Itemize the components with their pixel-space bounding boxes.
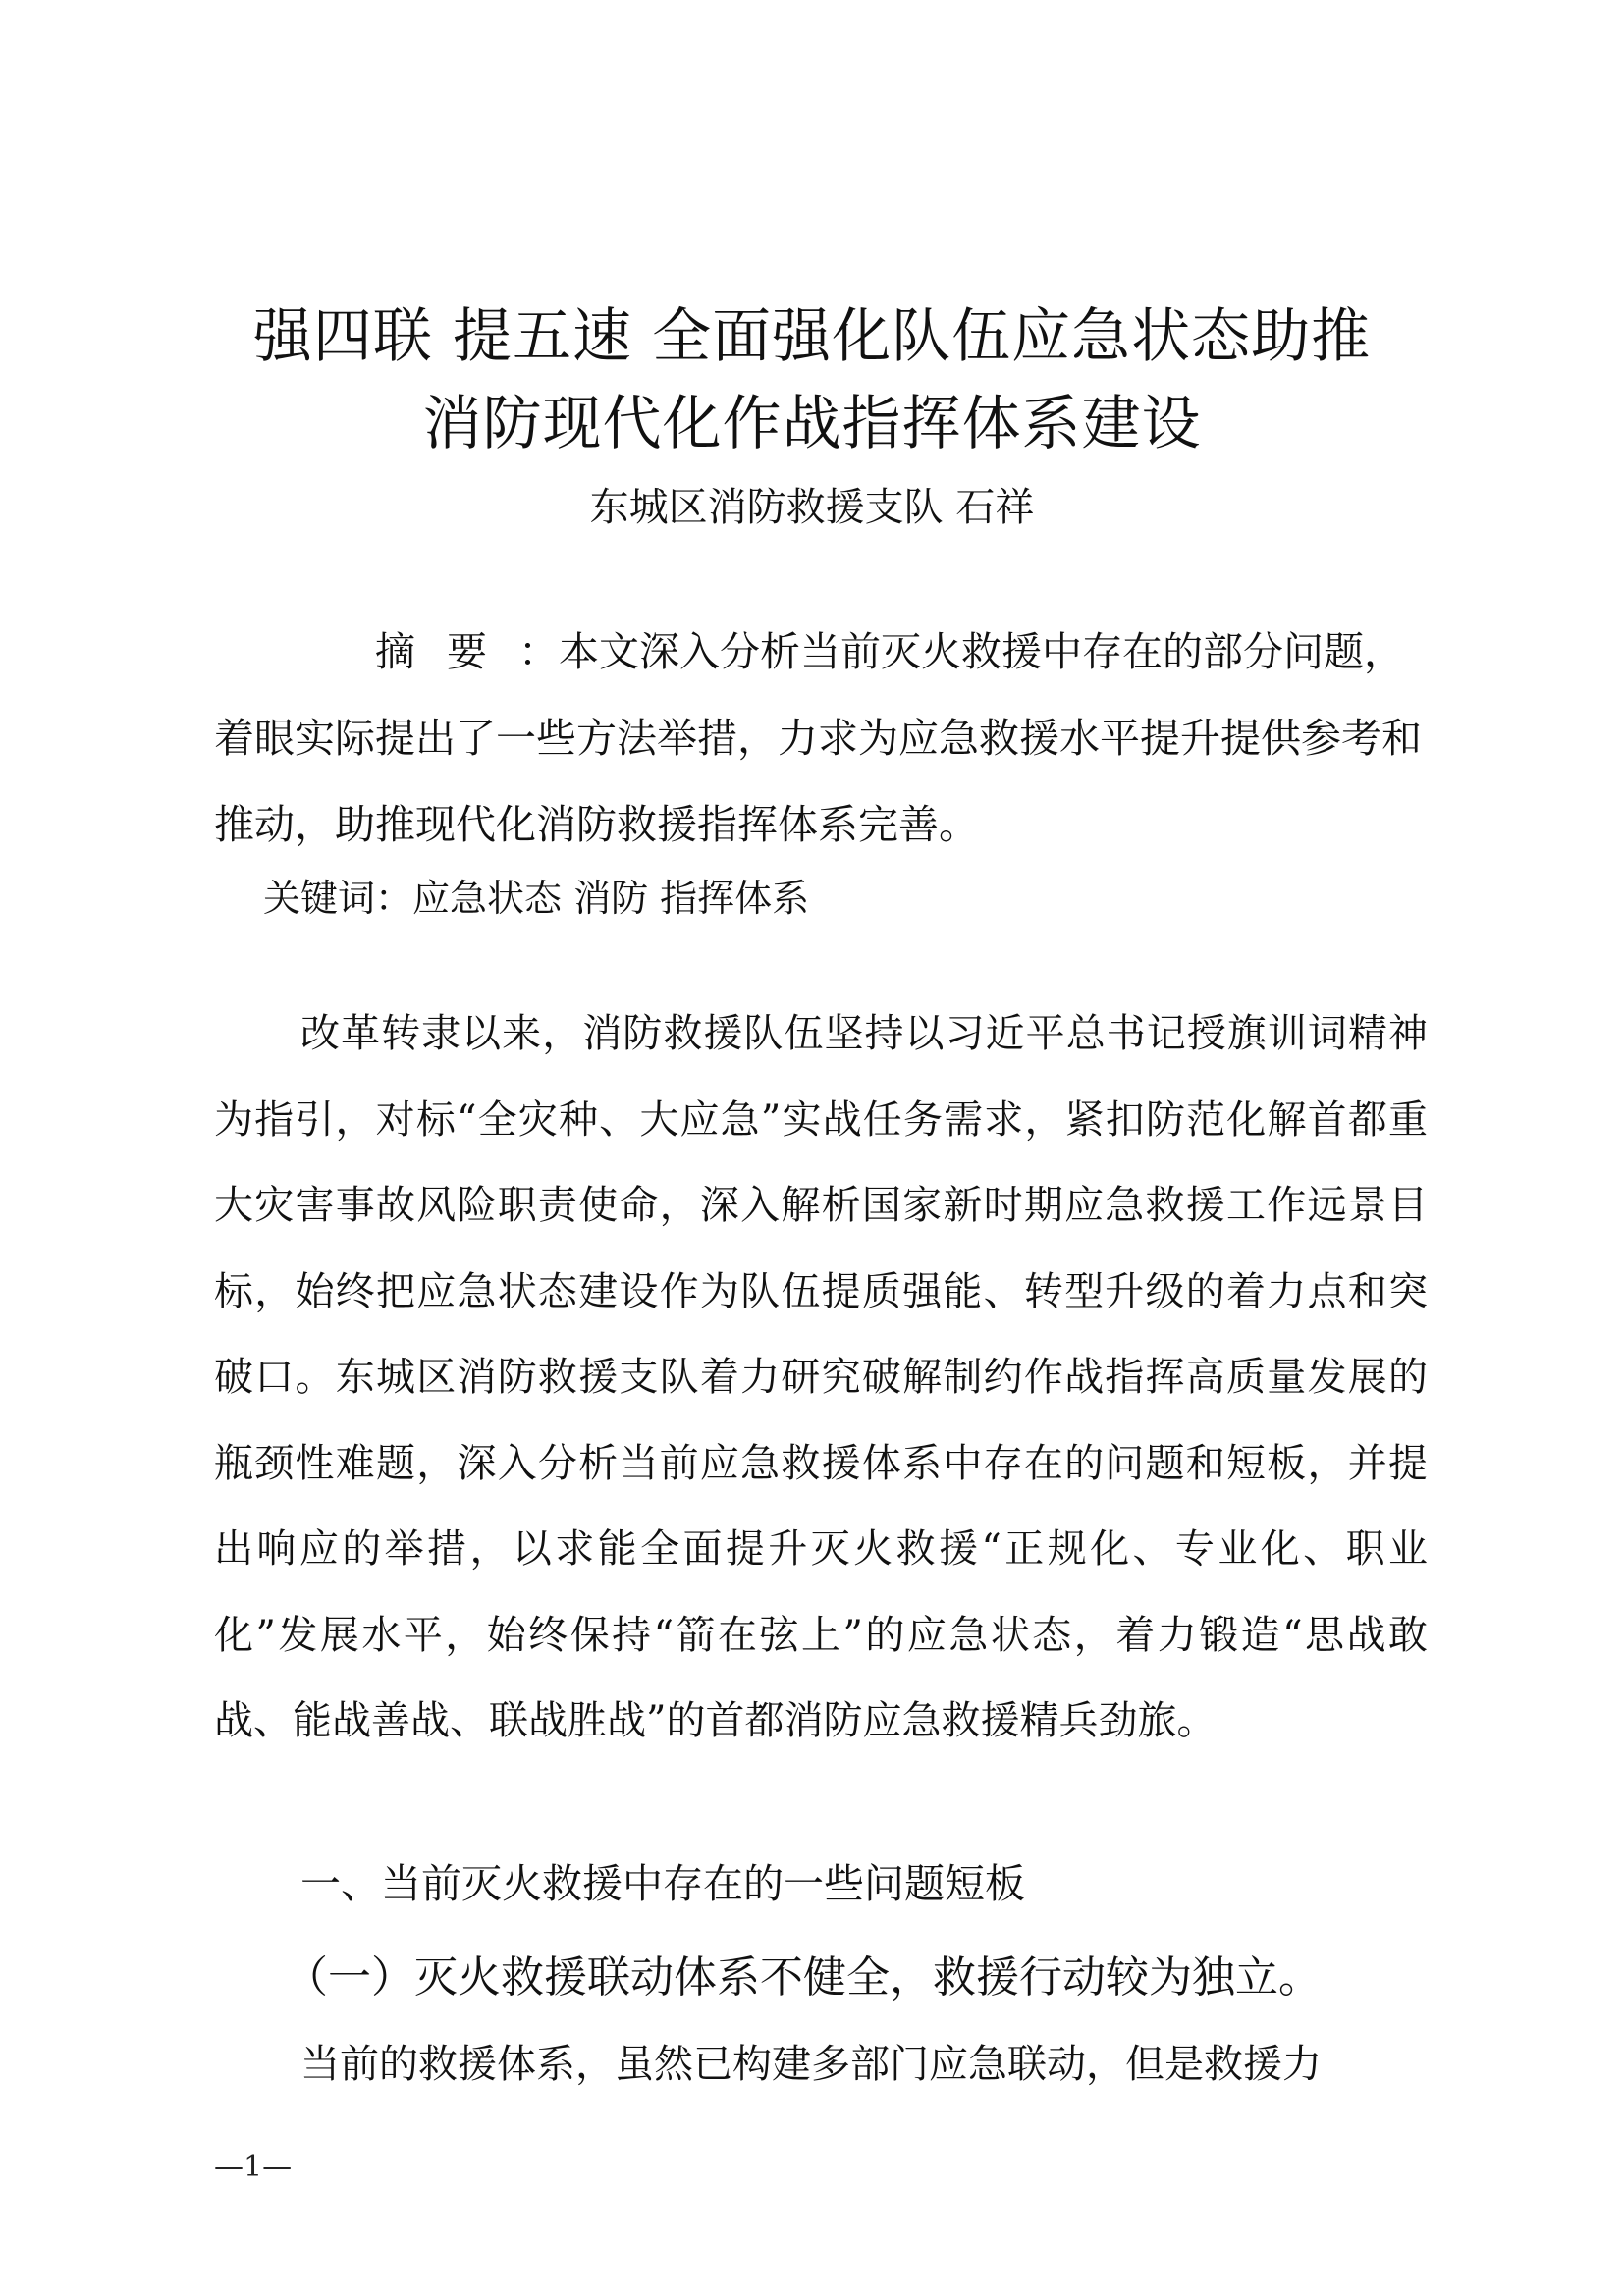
paragraph-2-first-line: 当前的救援体系，虽然已构建多部门应急联动，但是救援力 bbox=[300, 2042, 1322, 2087]
author-line: 东城区消防救援支队 石祥 bbox=[589, 485, 1035, 530]
section-heading-1: 一、当前灭火救援中存在的一些问题短板 bbox=[300, 1860, 1025, 1907]
page-number: —1— bbox=[214, 2150, 293, 2184]
keywords-line: 关键词：应急状态 消防 指挥体系 bbox=[263, 877, 810, 920]
abstract-paragraph bbox=[214, 609, 1422, 868]
intro-paragraph: 改革转隶以来，消防救援队伍坚持以习近平总书记授旗训词精神为指引，对标“全灾种、大应急”实战任务需求，紧扣防范化解首都重大灾害事故风险职责使命，深入解析国家新时期应急救援工作远景目标，始终把应急状态建设作为队伍提质强能、转型升级的着力点和突破口。东城区消防救援支队着力研究破解制约作战指挥高质量发展的瓶颈性难题，深入分析当前应急救援体系中存在的问题和短板，并提出响应的举措，以求能全面提升灭火救援“正规化、专业化、职业化”发展水平，始终保持“箭在弦上”的应急状态，着力锻造“思战敢战、能战善战、联战胜战”的首都消防应急救援精兵劲旅。 bbox=[214, 1011, 1428, 1743]
subsection-heading-1: （一）灭火救援联动体系不健全，救援行动较为独立。 bbox=[285, 1952, 1322, 2002]
abstract-text: ：本文深入分析当前灭火救援中存在的部分问题，着眼实际提出了一些方法举措，力求为应急救援水平提升提供参考和推动，助推现代化消防救援指挥体系完善。 bbox=[214, 628, 1422, 848]
abstract-label: 摘要 bbox=[375, 628, 518, 675]
document-title-line-1: 强四联 提五速 全面强化队伍应急状态助推 bbox=[252, 302, 1372, 371]
document-title-line-2: 消防现代化作战指挥体系建设 bbox=[422, 390, 1202, 458]
